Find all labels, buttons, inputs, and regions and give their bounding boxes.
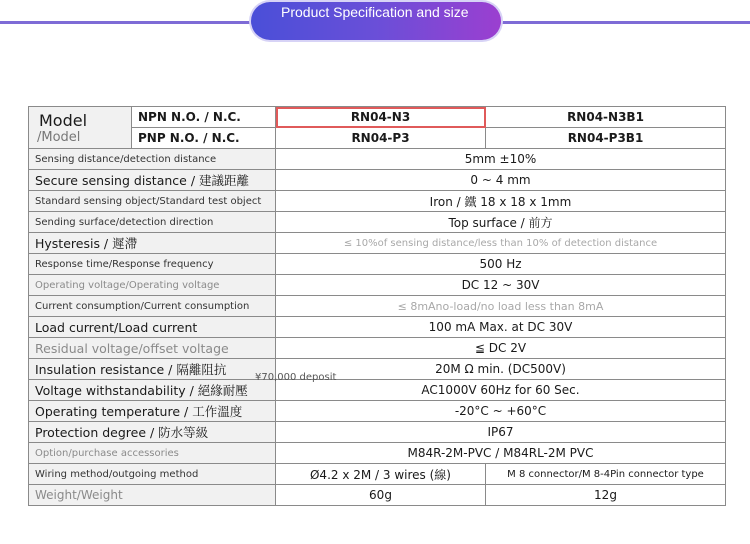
npn-model-b: RN04-N3B1	[486, 107, 726, 128]
weight-value-a: 60g	[276, 485, 486, 506]
npn-model-a: RN04-N3	[276, 107, 486, 128]
banner-title: Product Specification and size	[281, 4, 469, 20]
weight-label: Weight/Weight	[29, 485, 276, 506]
wiring-label: Wiring method/outgoing method	[29, 464, 276, 485]
row-label: Sending surface/detection direction	[29, 212, 276, 233]
row-label: Insulation resistance / 隔離阻抗	[29, 359, 276, 380]
row-label: Hysteresis / 遲滯	[29, 233, 276, 254]
row-value: 500 Hz	[276, 254, 726, 275]
row-value: ≤ 8mAno-load/no load less than 8mA	[276, 296, 726, 317]
row-value: DC 12 ~ 30V	[276, 275, 726, 296]
row-label: Operating temperature / 工作溫度	[29, 401, 276, 422]
row-value: AC1000V 60Hz for 60 Sec.	[276, 380, 726, 401]
row-value: -20°C ~ +60°C	[276, 401, 726, 422]
table-row	[29, 464, 726, 485]
row-value: 20M Ω min. (DC500V)	[276, 359, 726, 380]
table-row	[29, 443, 726, 464]
table-row	[29, 170, 726, 191]
table-row	[29, 401, 726, 422]
row-label: Voltage withstandability / 絕緣耐壓	[29, 380, 276, 401]
table-row	[29, 317, 726, 338]
model-cell	[29, 107, 132, 149]
row-value: M84R-2M-PVC / M84RL-2M PVC	[276, 443, 726, 464]
table-row	[29, 107, 726, 128]
pnp-model-a: RN04-P3	[276, 128, 486, 149]
pnp-model-b: RN04-P3B1	[486, 128, 726, 149]
wiring-value-b: M 8 connector/M 8-4Pin connector type	[486, 464, 726, 485]
watermark-text: ¥70,000 deposit	[255, 372, 337, 383]
table-row	[29, 212, 726, 233]
wiring-value-a: Ø4.2 x 2M / 3 wires (線)	[276, 464, 486, 485]
table-row	[29, 233, 726, 254]
row-value: ≤ 10%of sensing distance/less than 10% of detection distance	[276, 233, 726, 254]
row-label: Response time/Response frequency	[29, 254, 276, 275]
row-label: Load current/Load current	[29, 317, 276, 338]
row-label: Option/purchase accessories	[29, 443, 276, 464]
row-value: Iron / 鐵 18 x 18 x 1mm	[276, 191, 726, 212]
table-row	[29, 485, 726, 506]
row-value: ≦ DC 2V	[276, 338, 726, 359]
row-label: Secure sensing distance / 建議距離	[29, 170, 276, 191]
table-row	[29, 254, 726, 275]
row-label: Operating voltage/Operating voltage	[29, 275, 276, 296]
row-value: IP67	[276, 422, 726, 443]
row-value: 0 ~ 4 mm	[276, 170, 726, 191]
row-value: 100 mA Max. at DC 30V	[276, 317, 726, 338]
pnp-label: PNP N.O. / N.C.	[132, 128, 276, 149]
row-label: Sensing distance/detection distance	[29, 149, 276, 170]
model-sublabel: /Model	[37, 129, 81, 145]
model-label: Model	[39, 110, 88, 130]
title-banner	[251, 2, 501, 40]
table-row	[29, 149, 726, 170]
row-label: Residual voltage/offset voltage	[29, 338, 276, 359]
row-label: Protection degree / 防水等級	[29, 422, 276, 443]
table-row	[29, 128, 726, 149]
row-label: Standard sensing object/Standard test object	[29, 191, 276, 212]
row-label: Current consumption/Current consumption	[29, 296, 276, 317]
table-row	[29, 296, 726, 317]
weight-value-b: 12g	[486, 485, 726, 506]
row-value: 5mm ±10%	[276, 149, 726, 170]
table-row	[29, 275, 726, 296]
table-row	[29, 422, 726, 443]
row-value: Top surface / 前方	[276, 212, 726, 233]
table-row	[29, 359, 726, 380]
table-row	[29, 338, 726, 359]
table-row	[29, 380, 726, 401]
spec-table	[28, 106, 726, 506]
table-row	[29, 191, 726, 212]
npn-label: NPN N.O. / N.C.	[132, 107, 276, 128]
